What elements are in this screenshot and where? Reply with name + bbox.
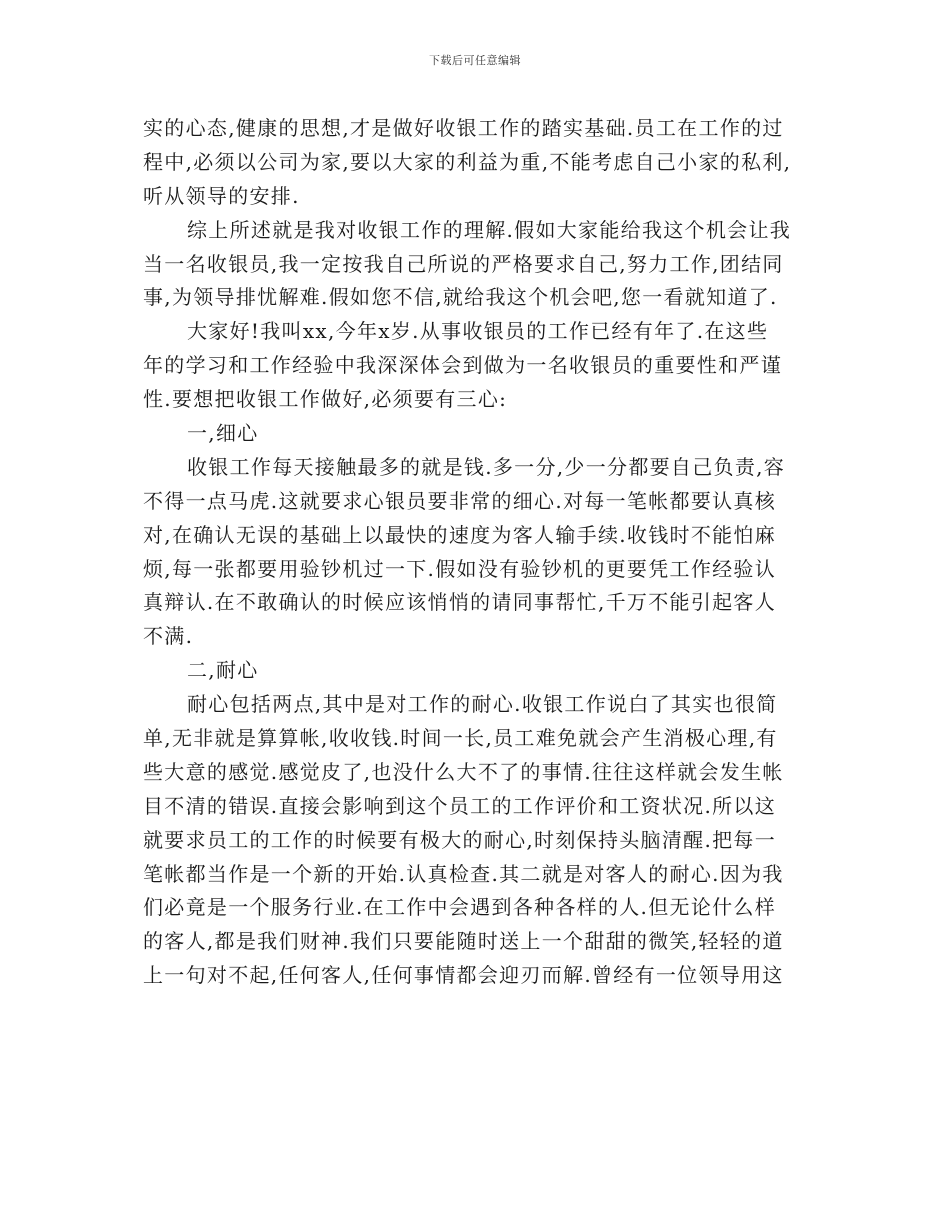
text-line: 综上所述就是我对收银工作的理解.假如大家能给我这个机会让我 [187,217,792,242]
text-line: 单,无非就是算算帐,收收钱.时间一长,员工难免就会产生消极心理,有 [143,726,778,751]
text-line: 上一句对不起,任何客人,任何事情都会迎刃而解.曾经有一位领导用这 [143,963,784,988]
text-line: 耐心包括两点,其中是对工作的耐心.收银工作说白了其实也很简 [187,692,778,717]
text-line: 笔帐都当作是一个新的开始.认真检查.其二就是对客人的耐心.因为我 [143,861,784,886]
text-line: 听从领导的安排. [143,183,300,208]
text-line: 对,在确认无误的基础上以最快的速度为客人输手续.收钱时不能怕麻 [143,522,777,547]
text-line: 程中,必须以公司为家,要以大家的利益为重,不能考虑自己小家的私利, [143,149,792,174]
text-line: 就要求员工的工作的时候要有极大的耐心,时刻保持头脑清醒.把每一 [143,827,777,852]
text-line: 大家好!我叫xx,今年x岁.从事收银员的工作已经有年了.在这些 [187,319,769,344]
document-body [143,112,807,993]
text-line: 目不清的错误.直接会影响到这个员工的工作评价和工资状况.所以这 [143,793,777,818]
text-line: 性.要想把收银工作做好,必须要有三心: [143,387,508,412]
text-line: 些大意的感觉.感觉皮了,也没什么大不了的事情.往往这样就会发生帐 [143,759,784,784]
text-line: 当一名收银员,我一定按我自己所说的严格要求自己,努力工作,团结同 [143,251,784,276]
text-line: 们必竟是一个服务行业.在工作中会遇到各种各样的人.但无论什么样 [143,895,777,920]
text-line: 实的心态,健康的思想,才是做好收银工作的踏实基础.员工在工作的过 [143,116,784,140]
text-line: 不得一点马虎.这就要求心银员要非常的细心.对每一笔帐都要认真核 [143,488,777,513]
text-line: 二,耐心 [187,658,259,683]
text-line: 不满. [143,624,194,649]
page-header: 下载后可任意编辑 [429,54,521,67]
text-line: 的客人,都是我们财神.我们只要能随时送上一个甜甜的微笑,轻轻的道 [143,929,784,954]
text-line: 收银工作每天接触最多的就是钱.多一分,少一分都要自己负责,容 [187,454,786,479]
text-line: 事,为领导排忧解难.假如您不信,就给我这个机会吧,您一看就知道了. [143,285,778,310]
text-line: 真辩认.在不敢确认的时候应该悄悄的请同事帮忙,千万不能引起客人 [143,590,777,615]
text-line: 一,细心 [187,421,259,446]
text-line: 烦,每一张都要用验钞机过一下.假如没有验钞机的更要凭工作经验认 [143,556,777,581]
text-line: 年的学习和工作经验中我深深体会到做为一名收银员的重要性和严谨 [143,353,782,378]
